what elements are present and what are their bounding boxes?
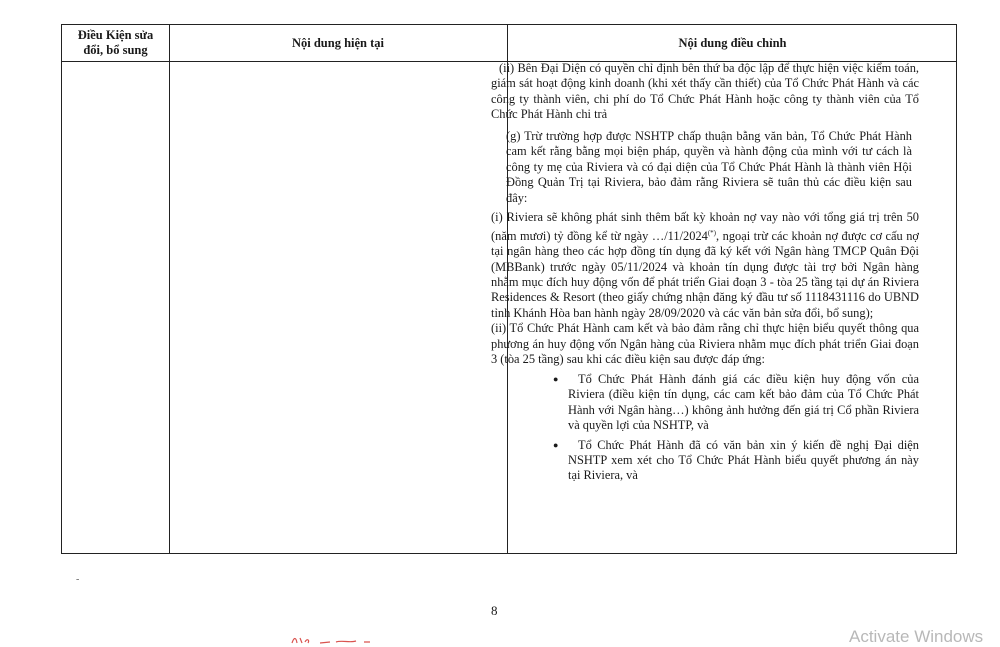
clause-g-commitment: (g) Trừ trường hợp được NSHTP chấp thuận bằng văn bản, Tổ Chức Phát Hành cam kết rằng bằng mọi biện pháp, quyền và hành động của mình với tư cách là công ty mẹ của Riviera và có đại diện của Tổ Chức Phát Hành là thành viên Hội Đồng Quản Trị tại Riviera, bảo đảm rằng Riviera sẽ tuân thủ các điều kiện sau đây: — [506, 128, 912, 205]
bullet-text: Tổ Chức Phát Hành đánh giá các điều kiện huy động vốn của Riviera (điều kiện tín dụng, các cam kết bảo đảm của Tổ Chức Phát Hành với Ngân hàng…) không ảnh hưởng đến giá trị Cổ phần Riviera và quyền lợi của NSHTP, và — [568, 371, 919, 433]
header-adjusted-content: Nội dung điều chỉnh — [678, 35, 787, 50]
page-number: 8 — [491, 603, 498, 618]
adjusted-content-cell — [491, 61, 919, 484]
clause-ii-voting: (ii) Tổ Chức Phát Hành cam kết và bảo đảm rằng chỉ thực hiện biểu quyết thông qua phương án huy động vốn Ngân hàng của Riviera nhằm mục đích phát triển Giai đoạn 3 (tòa 25 tầng) sau khi các điều kiện sau được đáp ứng: — [491, 321, 919, 367]
list-item — [553, 438, 919, 484]
footnote-marker: (*) — [707, 228, 717, 237]
activate-windows-watermark: Activate Windows — [849, 627, 984, 646]
clause-i-text-1: (i) Riviera sẽ không phát sinh thêm bất kỳ khoản nợ vay nào với tổng giá trị trên 50 (năm mươi) tỷ đồng kể từ ngày …/11/2024 — [491, 210, 919, 243]
header-current-content: Nội dung hiện tại — [291, 35, 385, 50]
list-item — [553, 372, 919, 434]
clause-i-debt-limit — [491, 210, 919, 321]
header-amendment-condition — [62, 25, 169, 61]
clause-ii-audit: (ii) Bên Đại Diện có quyền chỉ định bên thứ ba độc lập để thực hiện việc kiểm toán, giám sát hoạt động kinh doanh (khi xét thấy cần thiết) của Tổ Chức Phát Hành và các công ty thành viên, chi phí do Tổ Chức Phát Hành hoặc công ty thành viên của Tổ Chức Phát Hành chi trả — [491, 61, 919, 122]
bullet-dot-icon: ● — [553, 373, 559, 384]
clause-i-text-2: , ngoại trừ các khoản nợ được cơ cấu nợ tại ngân hàng theo các hợp đồng tín dụng đã ký kết với Ngân hàng TMCP Quân Đội (MBBank) trước ngày 05/11/2024 và khoản tín dụng được tài trợ bởi Ngân hàng nhằm mục đích huy động vốn để phát triển Giai đoạn 3 - tòa 25 tầng tại dự án Riviera Residences & Resort (theo giấy chứng nhận đăng ký đầu tư số 1118431116 do UBND tỉnh Khánh Hòa ban hành ngày 28/09/2020 và các văn bản sửa đổi, bổ sung); — [491, 228, 919, 320]
bullet-text: Tổ Chức Phát Hành đã có văn bản xin ý kiến đề nghị Đại diện NSHTP xem xét cho Tổ Chức Phát Hành biểu quyết phương án này tại Riviera, và — [568, 437, 919, 483]
red-stamp-fragment-icon — [290, 634, 380, 645]
margin-mark: - — [76, 574, 80, 585]
bullet-dot-icon: ● — [553, 439, 559, 450]
header-col1-line2: đổi, bổ sung — [83, 43, 148, 57]
header-col1-line1: Điều Kiện sửa — [77, 28, 154, 42]
column-divider — [169, 25, 170, 553]
